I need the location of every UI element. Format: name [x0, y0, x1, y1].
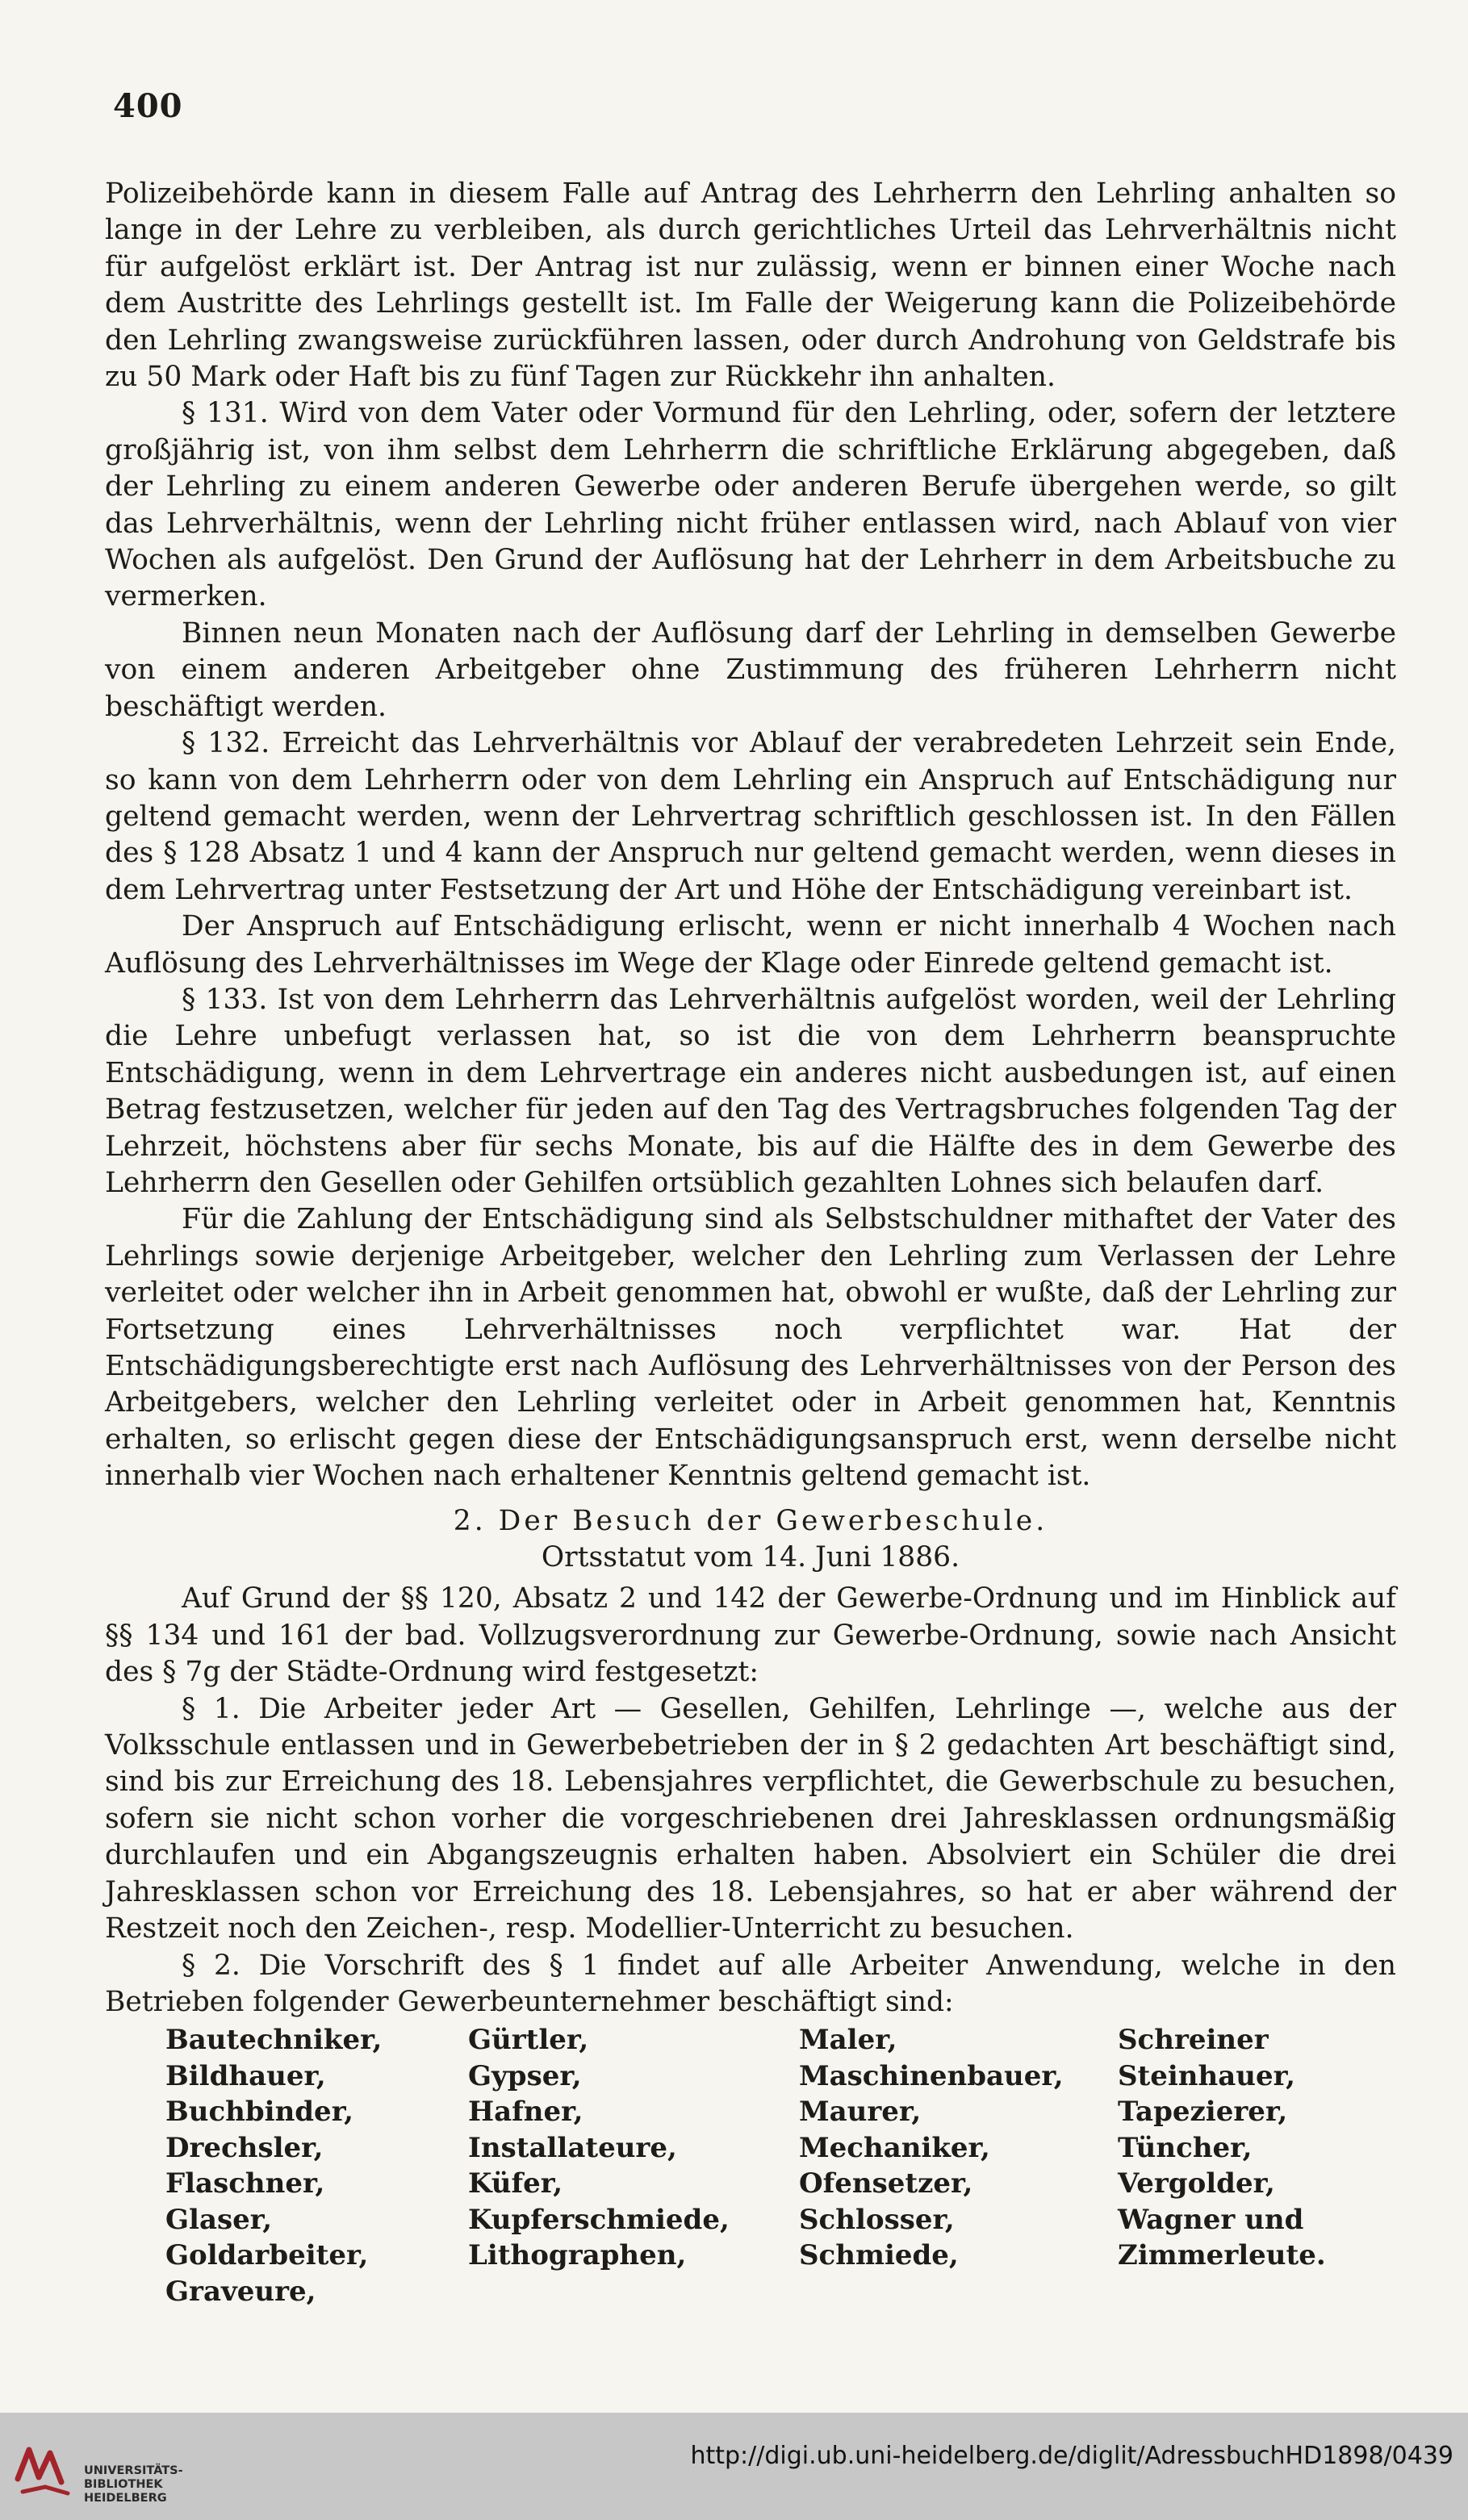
- trade-item: Bildhauer,: [165, 2059, 326, 2092]
- trade-item: Tapezierer,: [1118, 2096, 1288, 2129]
- paragraph: Polizeibehörde kann in diesem Falle auf Antrag des Lehrherrn den Lehrling anhalten so lange in der Lehre zu verbleiben, als durch gerichtliches Urteil das Lehrverhältnis nicht für aufgelöst erklärt ist. Der Antrag ist nur zulässig, wenn er binnen einer Woche nach dem Austritte des Lehrlings gestellt ist. Im Falle der Weigerung kann die Polizeibehörde den Lehrling zwangsweise zurückführen lassen, oder durch Androhung von Geldstrafe bis zu 50 Mark oder Haft bis zu fünf Tagen zur Rückkehr ihn anhalten.: [105, 178, 1396, 394]
- trade-item: Schlosser,: [799, 2203, 955, 2236]
- trade-item: Maschinenbauer,: [799, 2059, 1064, 2092]
- trade-item: Tüncher,: [1118, 2131, 1253, 2164]
- trade-item: Graveure,: [165, 2275, 316, 2308]
- paragraph: Auf Grund der §§ 120, Absatz 2 und 142 der Gewerbe-Ordnung und im Hinblick auf §§ 134 und 161 der bad. Vollzugsverordnung zur Gewerbe-Ordnung, sowie nach Ansicht des § 7g der Städte-Ordnung wird festgesetzt:: [105, 1582, 1396, 1689]
- logo-text-line: BIBLIOTHEK: [84, 2478, 163, 2491]
- trade-item: Maler,: [799, 2024, 897, 2057]
- logo-text-line: UNIVERSITÄTS-: [84, 2464, 183, 2477]
- paragraph: § 2. Die Vorschrift des § 1 findet auf alle Arbeiter Anwendung, welche in den Betrieben folgender Gewerbeunternehmer beschäftigt sind:: [105, 1949, 1396, 2018]
- section-subheading: Ortsstatut vom 14. Juni 1886.: [541, 1541, 960, 1574]
- trade-item: Gypser,: [468, 2059, 582, 2092]
- trade-item: Flaschner,: [165, 2167, 325, 2200]
- trade-item: Vergolder,: [1118, 2167, 1275, 2200]
- trade-item: Schreiner: [1118, 2024, 1269, 2057]
- viewer-footer: [0, 2413, 1468, 2520]
- paragraph: Für die Zahlung der Entschädigung sind als Selbstschuldner mithaftet der Vater des Lehrlings sowie derjenige Arbeitgeber, welcher den Lehrling zum Verlassen der Lehre verleitet oder welcher ihn in Arbeit genommen hat, obwohl er wußte, daß der Lehrling zur Fortsetzung eines Lehrverhältnisses noch verpflichtet war. Hat der Entschädigungsberechtigte erst nach Auflösung des Lehrverhältnisses von der Person des Arbeitgebers, welcher den Lehrling verleitet oder in Arbeit genommen hat, Kenntnis erhalten, so erlischt gegen diese der Entschädigungsanspruch erst, wenn derselbe nicht innerhalb vier Wochen nach erhaltener Kenntnis geltend gemacht ist.: [105, 1203, 1396, 1493]
- trade-item: Buchbinder,: [165, 2096, 353, 2129]
- page-number: 400: [113, 87, 183, 125]
- trade-item: Steinhauer,: [1118, 2059, 1295, 2092]
- paragraph: § 133. Ist von dem Lehrherrn das Lehrverhältnis aufgelöst worden, weil der Lehrling die Lehre unbefugt verlassen hat, so ist die von dem Lehrherrn beanspruchte Entschädigung, wenn in dem Lehrvertrage ein anderes nicht ausbedungen ist, auf einen Betrag festzusetzen, welcher für jeden auf den Tag des Vertragsbruches folgenden Tag der Lehrzeit, höchstens aber für sechs Monate, bis auf die Hälfte des in dem Gewerbe des Lehrherrn den Gesellen oder Gehilfen ortsüblich gezahlten Lohnes sich belaufen darf.: [105, 983, 1396, 1199]
- trade-item: Hafner,: [468, 2096, 583, 2129]
- trade-item: Bautechniker,: [165, 2024, 383, 2057]
- trade-item: Goldarbeiter,: [165, 2239, 369, 2272]
- trade-item: Schmiede,: [799, 2239, 959, 2272]
- paragraph: Der Anspruch auf Entschädigung erlischt, wenn er nicht innerhalb 4 Wochen nach Auflösung des Lehrverhältnisses im Wege der Klage oder Einrede geltend gemacht ist.: [105, 910, 1396, 980]
- paragraph: § 131. Wird von dem Vater oder Vormund für den Lehrling, oder, sofern der letztere großjährig ist, von ihm selbst dem Lehrherrn die schriftliche Erklärung abgegeben, daß der Lehrling zu einem anderen Gewerbe oder anderen Berufe übergehen werde, so gilt das Lehrverhältnis, wenn der Lehrling nicht früher entlassen wird, nach Ablauf von vier Wochen als aufgelöst. Den Grund der Auflösung hat der Lehrherr in dem Arbeitsbuche zu vermerken.: [105, 397, 1396, 613]
- trade-item: Gürtler,: [468, 2024, 589, 2057]
- permalink-url[interactable]: http://digi.ub.uni-heidelberg.de/diglit/AdressbuchHD1898/0439: [690, 2442, 1453, 2470]
- paragraph: § 132. Erreicht das Lehrverhältnis vor Ablauf der verabredeten Lehrzeit sein Ende, so kann von dem Lehrherrn oder von dem Lehrling ein Anspruch auf Entschädigung nur geltend gemacht werden, wenn der Lehrvertrag schriftlich geschlossen ist. In den Fällen des § 128 Absatz 1 und 4 kann der Anspruch nur geltend gemacht werden, wenn dieses in dem Lehrvertrag unter Festsetzung der Art und Höhe der Entschädigung vereinbart ist.: [105, 727, 1396, 906]
- trade-item: Lithographen,: [468, 2239, 687, 2272]
- trade-item: Ofensetzer,: [799, 2167, 973, 2200]
- trade-item: Zimmerleute.: [1118, 2239, 1326, 2272]
- body-text: [105, 176, 1396, 2309]
- trade-item: Maurer,: [799, 2096, 922, 2129]
- library-seal-icon: [15, 2430, 79, 2503]
- section-heading: 2. Der Besuch der Gewerbeschule.: [453, 1504, 1048, 1537]
- trade-item: Kupferschmiede,: [468, 2203, 730, 2236]
- trade-item: Installateure,: [468, 2131, 677, 2164]
- trade-item: Küfer,: [468, 2167, 563, 2200]
- paragraph: Binnen neun Monaten nach der Auflösung darf der Lehrling in demselben Gewerbe von einem anderen Arbeitgeber ohne Zustimmung des früheren Lehrherrn nicht beschäftigt werden.: [105, 616, 1396, 723]
- library-logo[interactable]: [15, 2430, 200, 2503]
- trades-list: [165, 2022, 1396, 2309]
- logo-text-line: HEIDELBERG: [84, 2492, 167, 2505]
- trade-item: Mechaniker,: [799, 2131, 990, 2164]
- trade-item: Drechsler,: [165, 2131, 324, 2164]
- paragraph: § 1. Die Arbeiter jeder Art — Gesellen, Gehilfen, Lehrlinge —, welche aus der Volksschule entlassen und in Gewerbebetrieben der in § 2 gedachten Art beschäftigt sind, sind bis zur Erreichung des 18. Lebensjahres verpflichtet, die Gewerbschule zu besuchen, sofern sie nicht schon vorher die vorgeschriebenen drei Jahresklassen ordnungsmäßig durchlaufen und ein Abgangszeugnis erhalten haben. Absolviert ein Schüler die drei Jahresklassen schon vor Erreichung des 18. Lebensjahres, so hat er aber während der Restzeit noch den Zeichen-, resp. Modellier-Unterricht zu besuchen.: [105, 1692, 1396, 1945]
- trade-item: Glaser,: [165, 2203, 273, 2236]
- trade-item: Wagner und: [1118, 2203, 1304, 2236]
